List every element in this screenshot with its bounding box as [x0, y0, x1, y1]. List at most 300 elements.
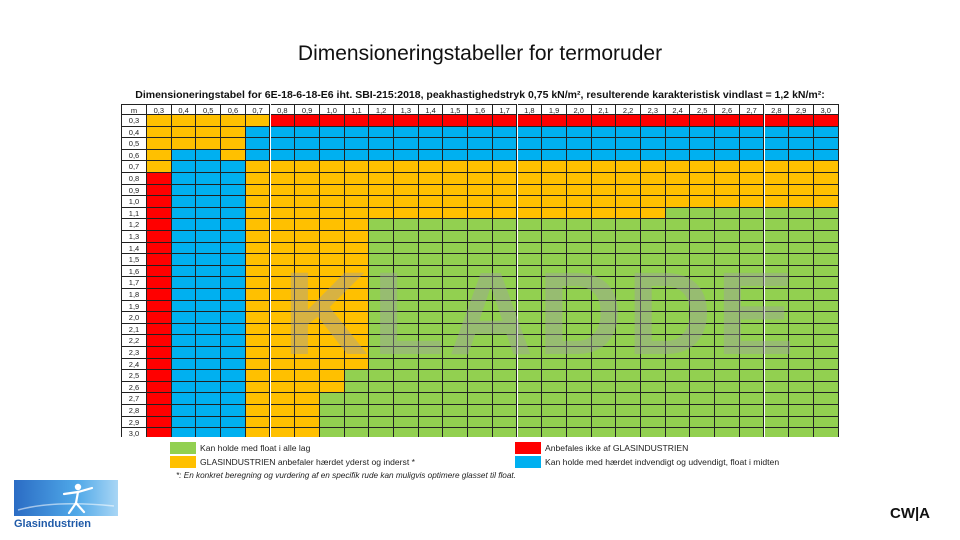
table-cell [765, 370, 790, 382]
table-cell [246, 196, 271, 208]
table-cell [789, 301, 814, 313]
table-cell [468, 312, 493, 324]
table-cell [271, 173, 296, 185]
table-cell [715, 127, 740, 139]
table-cell [592, 266, 617, 278]
table-cell [493, 417, 518, 429]
table-cell [271, 138, 296, 150]
table-cell [419, 219, 444, 231]
table-cell [740, 173, 765, 185]
table-cell [295, 173, 320, 185]
slide-title: Dimensioneringstabeller for termoruder [297, 42, 663, 65]
table-cell [147, 347, 172, 359]
table-cell [765, 243, 790, 255]
legend-swatch-red [515, 442, 541, 454]
table-cell [789, 231, 814, 243]
table-cell [789, 393, 814, 405]
table-cell [814, 382, 839, 394]
table-cell [641, 127, 666, 139]
table-cell [666, 335, 691, 347]
table-cell [196, 150, 221, 162]
table-cell [369, 115, 394, 127]
table-cell [493, 405, 518, 417]
table-cell [740, 370, 765, 382]
row-header: 1,9 [121, 301, 147, 313]
row-header: 1,3 [121, 231, 147, 243]
table-cell [320, 405, 345, 417]
table-cell [765, 219, 790, 231]
col-header: 0,3 [147, 104, 172, 115]
table-cell [394, 393, 419, 405]
table-cell [493, 312, 518, 324]
table-cell [419, 347, 444, 359]
row-header: 2,1 [121, 324, 147, 336]
table-cell [690, 208, 715, 220]
table-cell [345, 196, 370, 208]
table-cell [740, 127, 765, 139]
table-cell [690, 161, 715, 173]
table-cell [147, 173, 172, 185]
row-header: 2,5 [121, 370, 147, 382]
table-cell [493, 370, 518, 382]
table-cell [246, 127, 271, 139]
table-cell [345, 359, 370, 371]
table-cell [320, 312, 345, 324]
table-cell [147, 370, 172, 382]
table-cell [320, 393, 345, 405]
table-cell [740, 335, 765, 347]
table-cell [147, 231, 172, 243]
table-cell [765, 359, 790, 371]
table-cell [443, 219, 468, 231]
table-cell [172, 150, 197, 162]
col-header: 2,8 [765, 104, 790, 115]
table-cell [518, 196, 543, 208]
table-cell [221, 231, 246, 243]
table-cell [369, 208, 394, 220]
table-cell [246, 405, 271, 417]
table-cell [765, 196, 790, 208]
table-cell [246, 115, 271, 127]
table-cell [567, 289, 592, 301]
table-cell [394, 428, 419, 437]
table-caption: Dimensioneringstabel for 6E-18-6-18-E6 iht. SBI-215:2018, peakhastighedstryk 0,75 kN/m², resulterende karakteristisk vindlast = 1,2 kN/m²: [135, 89, 825, 101]
table-cell [246, 243, 271, 255]
table-cell [172, 428, 197, 437]
table-cell [666, 301, 691, 313]
table-cell [221, 277, 246, 289]
table-cell [715, 417, 740, 429]
table-cell [196, 196, 221, 208]
table-cell [666, 243, 691, 255]
table-cell [641, 393, 666, 405]
table-cell [271, 382, 296, 394]
table-cell [419, 173, 444, 185]
table-cell [740, 243, 765, 255]
table-cell [715, 115, 740, 127]
table-cell [641, 138, 666, 150]
table-cell [369, 359, 394, 371]
table-cell [740, 312, 765, 324]
table-cell [592, 277, 617, 289]
table-cell [740, 428, 765, 437]
table-cell [765, 347, 790, 359]
row-header: 2,6 [121, 382, 147, 394]
table-cell [518, 312, 543, 324]
table-cell [518, 173, 543, 185]
table-cell [221, 324, 246, 336]
table-cell [641, 115, 666, 127]
col-header: 2,6 [715, 104, 740, 115]
table-cell [369, 428, 394, 437]
table-cell [542, 393, 567, 405]
table-cell [295, 335, 320, 347]
table-cell [295, 254, 320, 266]
table-cell [616, 324, 641, 336]
table-cell [246, 254, 271, 266]
table-cell [394, 289, 419, 301]
table-cell [147, 254, 172, 266]
glasindustrien-logo [12, 478, 120, 530]
table-cell [493, 428, 518, 437]
table-cell [493, 219, 518, 231]
table-cell [567, 277, 592, 289]
row-header: 2,4 [121, 359, 147, 371]
table-cell [567, 219, 592, 231]
table-cell [246, 219, 271, 231]
table-cell [542, 243, 567, 255]
table-cell [369, 277, 394, 289]
table-cell [641, 266, 666, 278]
table-cell [443, 231, 468, 243]
table-cell [196, 138, 221, 150]
table-cell [419, 127, 444, 139]
table-cell [443, 359, 468, 371]
table-cell [814, 254, 839, 266]
table-cell [542, 405, 567, 417]
table-cell [147, 301, 172, 313]
table-cell [221, 243, 246, 255]
table-cell [567, 428, 592, 437]
table-cell [345, 324, 370, 336]
table-cell [740, 185, 765, 197]
table-cell [715, 185, 740, 197]
row-header: 0,9 [121, 185, 147, 197]
table-cell [196, 312, 221, 324]
table-cell [740, 405, 765, 417]
row-header: 1,7 [121, 277, 147, 289]
table-cell [666, 254, 691, 266]
table-cell [690, 219, 715, 231]
table-cell [419, 393, 444, 405]
legend-swatch-yellow [170, 456, 196, 468]
table-cell [443, 266, 468, 278]
table-cell [147, 382, 172, 394]
table-cell [765, 301, 790, 313]
row-header: 1,8 [121, 289, 147, 301]
table-cell [616, 173, 641, 185]
table-cell [394, 417, 419, 429]
table-cell [369, 405, 394, 417]
table-cell [641, 312, 666, 324]
table-cell [345, 254, 370, 266]
row-header: 1,2 [121, 219, 147, 231]
table-cell [468, 161, 493, 173]
table-cell [295, 138, 320, 150]
table-cell [666, 161, 691, 173]
table-cell [369, 196, 394, 208]
table-cell [419, 405, 444, 417]
table-cell [814, 289, 839, 301]
table-cell [320, 173, 345, 185]
table-cell [690, 231, 715, 243]
table-cell [765, 417, 790, 429]
table-cell [419, 289, 444, 301]
table-cell [419, 150, 444, 162]
table-cell [666, 393, 691, 405]
table-cell [789, 289, 814, 301]
table-cell [789, 243, 814, 255]
table-cell [814, 301, 839, 313]
table-cell [616, 150, 641, 162]
table-cell [295, 393, 320, 405]
table-cell [542, 301, 567, 313]
table-cell [567, 312, 592, 324]
table-cell [443, 277, 468, 289]
table-cell [592, 196, 617, 208]
table-cell [443, 138, 468, 150]
table-cell [443, 393, 468, 405]
table-cell [592, 324, 617, 336]
table-cell [295, 219, 320, 231]
table-cell [394, 127, 419, 139]
table-cell [443, 150, 468, 162]
table-cell [666, 208, 691, 220]
table-cell [172, 359, 197, 371]
table-cell [394, 243, 419, 255]
table-cell [789, 208, 814, 220]
table-cell [468, 417, 493, 429]
table-cell [567, 347, 592, 359]
table-cell [592, 301, 617, 313]
row-header: 3,0 [121, 428, 147, 437]
table-cell [221, 266, 246, 278]
table-cell [394, 196, 419, 208]
table-cell [542, 312, 567, 324]
table-cell [641, 347, 666, 359]
table-cell [715, 138, 740, 150]
table-cell [789, 196, 814, 208]
table-cell [271, 243, 296, 255]
table-cell [345, 335, 370, 347]
table-cell [369, 138, 394, 150]
table-cell [616, 208, 641, 220]
table-cell [419, 312, 444, 324]
table-cell [443, 185, 468, 197]
table-cell [221, 185, 246, 197]
table-cell [196, 417, 221, 429]
table-cell [369, 150, 394, 162]
table-cell [369, 219, 394, 231]
table-cell [172, 393, 197, 405]
table-cell [641, 277, 666, 289]
table-cell [789, 359, 814, 371]
table-cell [172, 347, 197, 359]
table-cell [493, 347, 518, 359]
table-cell [246, 335, 271, 347]
table-cell [419, 382, 444, 394]
row-header: 0,3 [121, 115, 147, 127]
table-cell [814, 417, 839, 429]
table-cell [715, 208, 740, 220]
table-cell [443, 127, 468, 139]
table-cell [765, 138, 790, 150]
table-cell [147, 127, 172, 139]
table-cell [814, 173, 839, 185]
logo-text: Glasindustrien [14, 518, 92, 530]
table-cell [715, 405, 740, 417]
legend-label-red: Anbefales ikke af GLASINDUSTRIEN [545, 443, 689, 453]
table-cell [567, 173, 592, 185]
table-cell [246, 231, 271, 243]
table-cell [789, 115, 814, 127]
table-cell [666, 405, 691, 417]
table-cell [542, 347, 567, 359]
table-cell [616, 393, 641, 405]
table-cell [666, 359, 691, 371]
table-cell [616, 289, 641, 301]
table-cell [172, 312, 197, 324]
row-header: 1,4 [121, 243, 147, 255]
table-cell [394, 370, 419, 382]
table-cell [369, 382, 394, 394]
table-cell [443, 347, 468, 359]
table-cell [246, 150, 271, 162]
table-cell [567, 150, 592, 162]
col-header: 1,7 [493, 104, 518, 115]
table-cell [295, 301, 320, 313]
table-cell [345, 382, 370, 394]
table-cell [493, 266, 518, 278]
table-cell [369, 266, 394, 278]
table-cell [221, 428, 246, 437]
table-cell [592, 289, 617, 301]
row-header: 1,1 [121, 208, 147, 220]
col-header: 2,0 [567, 104, 592, 115]
col-header: 0,9 [295, 104, 320, 115]
table-cell [592, 417, 617, 429]
table-cell [765, 266, 790, 278]
table-cell [518, 428, 543, 437]
table-cell [518, 219, 543, 231]
table-cell [814, 161, 839, 173]
table-cell [271, 359, 296, 371]
row-header: 0,4 [121, 127, 147, 139]
table-cell [814, 324, 839, 336]
table-cell [740, 161, 765, 173]
dimension-table [121, 86, 839, 437]
table-cell [518, 138, 543, 150]
table-cell [246, 359, 271, 371]
row-header: 0,7 [121, 161, 147, 173]
table-cell [320, 185, 345, 197]
table-cell [518, 266, 543, 278]
table-cell [468, 359, 493, 371]
table-cell [369, 185, 394, 197]
table-cell [419, 359, 444, 371]
table-cell [567, 161, 592, 173]
table-cell [394, 161, 419, 173]
table-cell [690, 254, 715, 266]
table-cell [246, 138, 271, 150]
table-cell [394, 277, 419, 289]
table-cell [765, 405, 790, 417]
table-cell [443, 370, 468, 382]
table-cell [765, 312, 790, 324]
col-header: 2,9 [789, 104, 814, 115]
table-cell [567, 266, 592, 278]
table-cell [666, 324, 691, 336]
table-cell [172, 161, 197, 173]
table-cell [246, 185, 271, 197]
table-cell [295, 405, 320, 417]
table-cell [616, 254, 641, 266]
col-header: 0,7 [246, 104, 271, 115]
col-header: 2,2 [616, 104, 641, 115]
table-cell [518, 324, 543, 336]
table-cell [221, 196, 246, 208]
table-cell [345, 231, 370, 243]
table-cell [641, 324, 666, 336]
col-header: 0,6 [221, 104, 246, 115]
table-cell [493, 243, 518, 255]
table-cell [592, 161, 617, 173]
table-cell [369, 161, 394, 173]
table-cell [172, 266, 197, 278]
table-cell [592, 393, 617, 405]
table-cell [789, 138, 814, 150]
table-cell [271, 150, 296, 162]
table-cell [690, 277, 715, 289]
table-cell [493, 359, 518, 371]
table-cell [740, 208, 765, 220]
table-cell [592, 359, 617, 371]
table-cell [320, 382, 345, 394]
table-cell [542, 289, 567, 301]
table-cell [690, 428, 715, 437]
table-cell [715, 161, 740, 173]
table-cell [394, 266, 419, 278]
table-cell [196, 405, 221, 417]
table-cell [369, 347, 394, 359]
table-cell [765, 231, 790, 243]
table-cell [765, 289, 790, 301]
table-cell [345, 150, 370, 162]
table-cell [196, 254, 221, 266]
table-cell [468, 335, 493, 347]
table-cell [690, 335, 715, 347]
table-cell [468, 173, 493, 185]
table-cell [592, 243, 617, 255]
row-header: 2,0 [121, 312, 147, 324]
table-cell [172, 370, 197, 382]
table-cell [246, 382, 271, 394]
table-cell [814, 115, 839, 127]
table-cell [518, 243, 543, 255]
table-cell [592, 115, 617, 127]
table-cell [147, 277, 172, 289]
table-cell [295, 417, 320, 429]
